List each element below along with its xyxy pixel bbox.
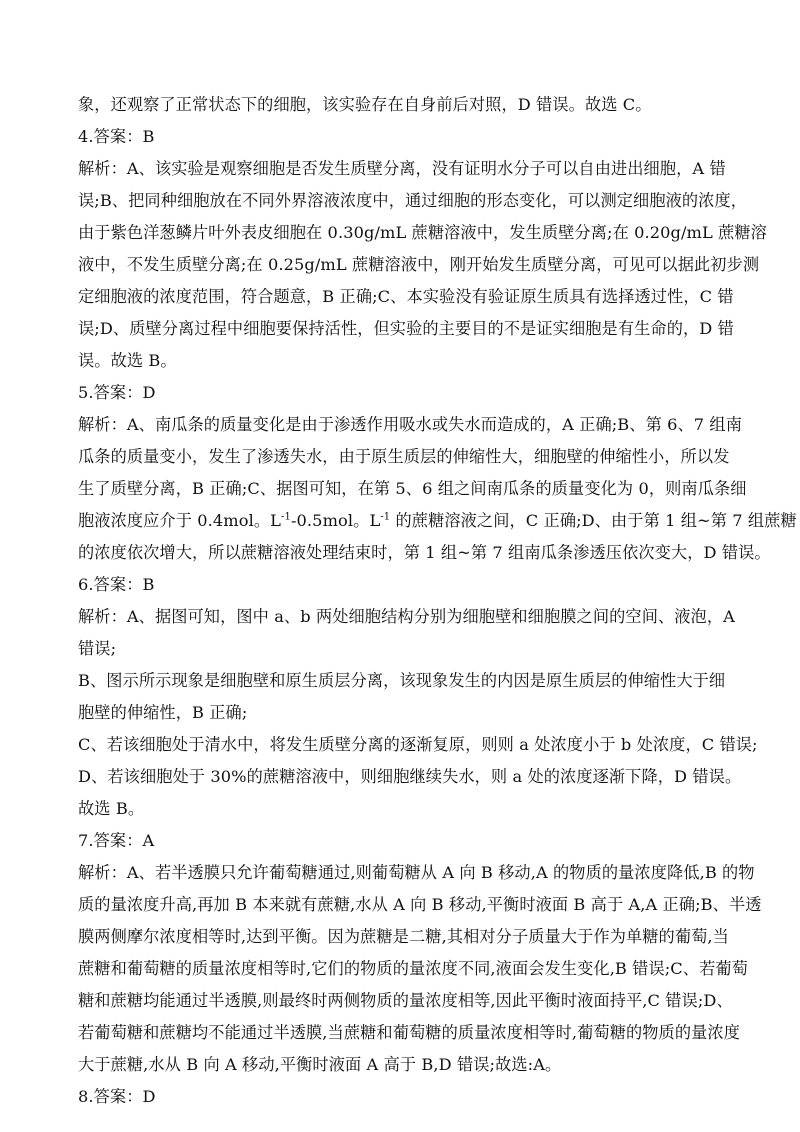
text-line: 象，还观察了正常状态下的细胞，该实验存在自身前后对照，D 错误。故选 C。 [78,95,652,114]
text-line: D、若该细胞处于 30%的蔗糖溶液中，则细胞继续失水，则 a 处的浓度逐渐下降，D 错误。 [78,767,742,786]
text-line: 若葡萄糖和蔗糖均不能通过半透膜,当蔗糖和葡萄糖的质量浓度相等时,葡萄糖的物质的量浓度 [78,1023,740,1042]
superscript: -1 [281,511,291,523]
answer-heading: 8.答案：D [78,1087,156,1106]
text-line: 大于蔗糖,水从 B 向 A 移动,平衡时液面 A 高于 B,D 错误;故选:A。 [78,1055,562,1074]
text-line: 误;D、质壁分离过程中细胞要保持活性，但实验的主要目的不是证实细胞是有生命的，D 错 [78,319,734,338]
text-line: 故选 B。 [78,799,145,818]
text-segment: 胞液浓度应介于 0.4mol。L [78,511,282,530]
text-segment: 的蔗糖溶液之间，C 正确;D、由于第 1 组~第 7 组蔗糖 [390,511,797,530]
answer-heading: 6.答案：B [78,575,155,594]
text-line: 液中，不发生质壁分离;在 0.25g/mL 蔗糖溶液中，刚开始发生质壁分离，可见可以据此初步测 [78,255,760,274]
text-line: 解析：A、南瓜条的质量变化是由于渗透作用吸水或失水而造成的，A 正确;B、第 6、7 组南 [78,415,743,434]
text-line: 由于紫色洋葱鳞片叶外表皮细胞在 0.30g/mL 蔗糖溶液中，发生质壁分离;在 0.20g/mL 蔗糖溶 [78,223,767,242]
text-line: 糖和蔗糖均能通过半透膜,则最终时两侧物质的量浓度相等,因此平衡时液面持平,C 错误;D、 [78,991,733,1010]
text-line-with-superscripts [78,510,797,532]
text-line: 胞壁的伸缩性，B 正确; [78,703,248,722]
text-line: 误;B、把同种细胞放在不同外界溶液浓度中，通过细胞的形态变化，可以测定细胞液的浓度， [78,191,748,210]
text-line: 生了质壁分离，B 正确;C、据图可知，在第 5、6 组之间南瓜条的质量变化为 0，则南瓜条细 [78,479,747,498]
text-line: 蔗糖和葡萄糖的质量浓度相等时,它们的物质的量浓度不同,液面会发生变化,B 错误;C、若葡萄 [78,959,748,978]
text-line: 错误; [78,639,117,658]
superscript: -1 [380,511,391,523]
text-line: 解析：A、据图可知，图中 a、b 两处细胞结构分别为细胞壁和细胞膜之间的空间、液泡，A [78,607,735,626]
text-line: B、图示所示现象是细胞壁和原生质层分离，该现象发生的内因是原生质层的伸缩性大于细 [78,671,726,690]
answer-heading: 5.答案：D [78,383,156,402]
text-line: C、若该细胞处于清水中，将发生质壁分离的逐渐复原，则则 a 处浓度小于 b 处浓度，C 错误; [78,735,758,754]
text-line: 瓜条的质量变小，发生了渗透失水，由于原生质层的伸缩性大，细胞壁的伸缩性小，所以发 [78,447,730,466]
text-line: 解析：A、若半透膜只允许葡萄糖通过,则葡萄糖从 A 向 B 移动,A 的物质的量浓度降低,B 的物 [78,863,755,882]
answer-heading: 4.答案：B [78,127,155,146]
text-line: 质的量浓度升高,再加 B 本来就有蔗糖,水从 A 向 B 移动,平衡时液面 B 高于 A,A 正确;B、半透 [78,895,762,914]
answer-heading: 7.答案：A [78,831,155,850]
text-line: 的浓度依次增大，所以蔗糖溶液处理结束时，第 1 组~第 7 组南瓜条渗透压依次变大，D 错误。 [78,543,771,562]
text-line: 误。故选 B。 [78,351,177,370]
text-line: 膜两侧摩尔浓度相等时,达到平衡。因为蔗糖是二糖,其相对分子质量大于作为单糖的葡萄,当 [78,927,729,946]
text-segment: -0.5mol。L [290,511,381,530]
text-line: 定细胞液的浓度范围，符合题意，B 正确;C、本实验没有验证原生质具有选择透过性，C 错 [78,287,734,306]
text-line: 解析：A、该实验是观察细胞是否发生质壁分离，没有证明水分子可以自由进出细胞，A 错 [78,159,726,178]
